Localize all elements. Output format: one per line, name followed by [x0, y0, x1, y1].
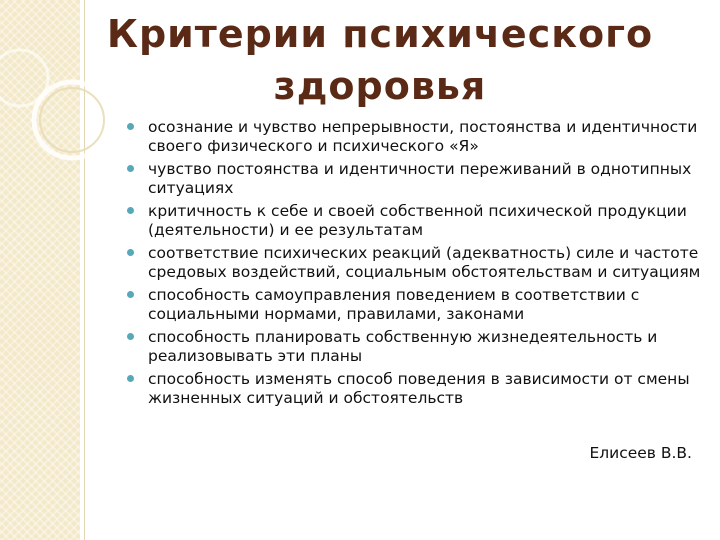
author-credit: Елисеев В.В. [589, 444, 692, 462]
bullet-icon [127, 333, 134, 340]
bullet-icon [127, 165, 134, 172]
list-item [124, 118, 704, 155]
bullet-icon [127, 249, 134, 256]
list-item [124, 370, 704, 407]
bullet-icon [127, 207, 134, 214]
bullet-icon [127, 123, 134, 130]
bullet-icon [127, 375, 134, 382]
list-item [124, 328, 704, 365]
list-item [124, 244, 704, 281]
slide-title: Критерии психического здоровья [106, 12, 654, 108]
list-item [124, 160, 704, 197]
list-item [124, 202, 704, 239]
bullet-icon [127, 291, 134, 298]
list-item-text: способность изменять способ поведения в зависимости от смены жизненных ситуаций и обстоятельств [148, 370, 690, 407]
list-item-text: чувство постоянства и идентичности переживаний в однотипных ситуациях [148, 160, 692, 197]
list-item-text: соответствие психических реакций (адекватность) силе и частоте средовых воздействий, социальным обстоятельствам и ситуациям [148, 244, 701, 281]
list-item-text: критичность к себе и своей собственной психической продукции (деятельности) и ее результатам [148, 202, 687, 239]
list-item-text: осознание и чувство непрерывности, постоянства и идентичности своего физического и психического «Я» [148, 118, 698, 155]
list-item-text: способность самоуправления поведением в соответствии с социальными нормами, правилами, законами [148, 286, 640, 323]
list-item [124, 286, 704, 323]
criteria-list [124, 118, 704, 407]
list-item-text: способность планировать собственную жизнедеятельность и реализовывать эти планы [148, 328, 658, 365]
content-area [124, 118, 704, 412]
